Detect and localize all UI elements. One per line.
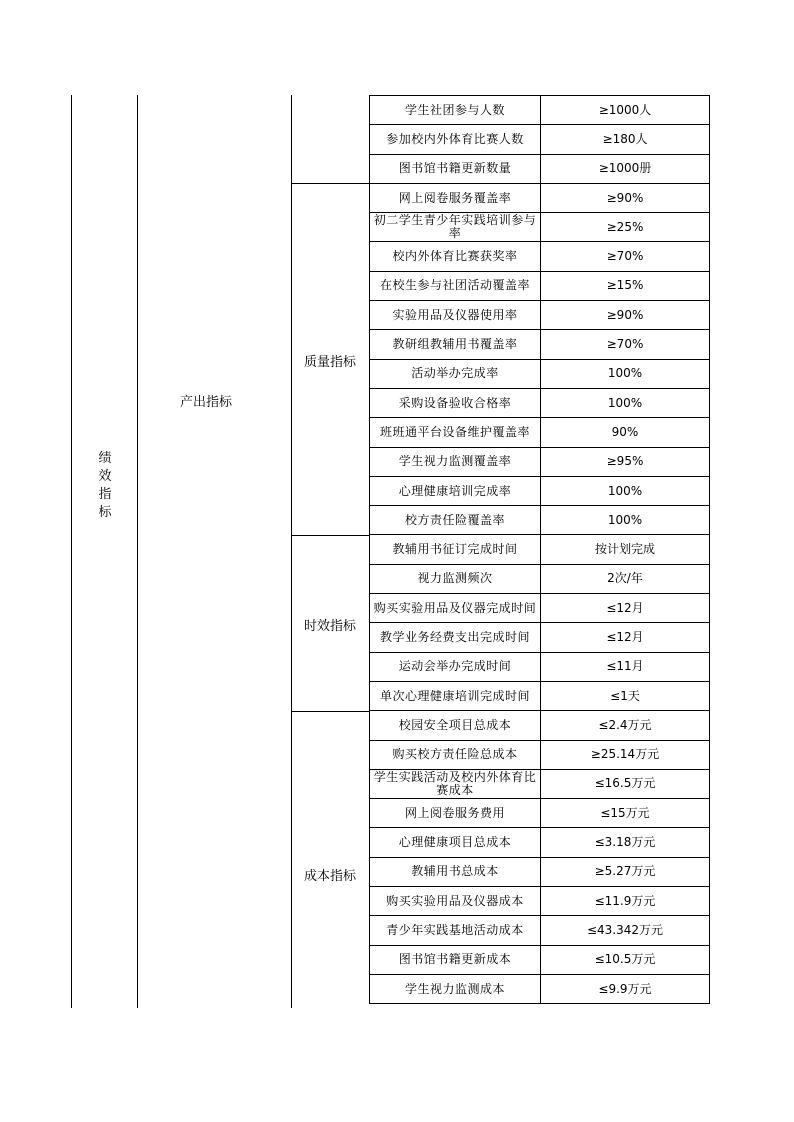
table-row [370, 769, 710, 798]
indicator-value: ≤11月 [541, 652, 710, 681]
table-row [370, 535, 710, 564]
indicator-name [370, 301, 541, 330]
indicator-value: 100% [541, 359, 710, 388]
indicator-value: ≥90% [541, 183, 710, 212]
frame-line-left [71, 95, 72, 1008]
indicator-value: ≤12月 [541, 594, 710, 623]
indicator-value: 100% [541, 388, 710, 417]
indicator-name-text: 学生社团参与人数 [404, 103, 505, 117]
table-row [370, 740, 710, 769]
table-row [370, 945, 710, 974]
indicator-name [370, 418, 541, 447]
indicator-name-text: 参加校内外体育比赛人数 [386, 132, 524, 146]
indicator-name-text: 网上阅卷服务覆盖率 [398, 191, 512, 205]
indicator-value: ≤2.4万元 [541, 711, 710, 740]
indicator-name-text: 图书馆书籍更新数量 [398, 162, 512, 176]
indicator-value: ≥1000人 [541, 96, 710, 125]
indicator-value: ≤16.5万元 [541, 769, 710, 798]
indicator-name [370, 125, 541, 154]
indicator-name-text: 购买实验用品及仪器成本 [386, 894, 524, 908]
level1-label [90, 450, 120, 522]
indicator-name-text: 青少年实践基地活动成本 [386, 923, 524, 937]
indicator-value: 2次/年 [541, 564, 710, 593]
table-row [370, 301, 710, 330]
category-cost-label: 成本指标 [303, 869, 356, 884]
indicator-name [370, 330, 541, 359]
indicator-name [370, 799, 541, 828]
indicator-name-text: 网上阅卷服务费用 [404, 806, 505, 820]
frame-line-mid [137, 95, 138, 1008]
indicator-value: ≥180人 [541, 125, 710, 154]
indicator-name-text: 教辅用书总成本 [411, 865, 499, 879]
indicator-name-text: 教学业务经费支出完成时间 [379, 630, 530, 644]
table-row [370, 594, 710, 623]
indicator-name-text: 心理健康项目总成本 [398, 836, 512, 850]
indicator-name-text: 购买实验用品及仪器完成时间 [373, 601, 537, 615]
indicator-value: 90% [541, 418, 710, 447]
table-row [370, 623, 710, 652]
indicator-name-text: 教辅用书征订完成时间 [392, 543, 518, 557]
indicator-name [370, 183, 541, 212]
indicator-name [370, 447, 541, 476]
table-row [370, 242, 710, 271]
table-row [370, 799, 710, 828]
table-row [370, 154, 710, 183]
category-divider-quality [291, 183, 369, 184]
indicator-value: ≤43.342万元 [541, 916, 710, 945]
category-divider-cost [291, 711, 369, 712]
indicator-name [370, 887, 541, 916]
indicator-name [370, 916, 541, 945]
table-row [370, 388, 710, 417]
indicator-table-body [370, 96, 710, 1004]
table-row [370, 652, 710, 681]
table-row [370, 447, 710, 476]
category-timeliness-label: 时效指标 [303, 619, 356, 634]
table-row [370, 271, 710, 300]
indicator-value: ≤9.9万元 [541, 974, 710, 1003]
indicator-name-text: 采购设备验收合格率 [398, 396, 512, 410]
indicator-name [370, 506, 541, 535]
indicator-name [370, 476, 541, 505]
indicator-value: ≤11.9万元 [541, 887, 710, 916]
indicator-name [370, 154, 541, 183]
indicator-name-text: 图书馆书籍更新成本 [398, 953, 512, 967]
indicator-value: ≥15% [541, 271, 710, 300]
indicator-name-text: 在校生参与社团活动覆盖率 [379, 279, 530, 293]
indicator-name [370, 740, 541, 769]
frame-line-category [291, 95, 292, 1008]
indicator-value: 100% [541, 476, 710, 505]
indicator-name-text: 购买校方责任险总成本 [392, 748, 518, 762]
table-row [370, 916, 710, 945]
table-row [370, 681, 710, 710]
level2-label: 产出指标 [180, 395, 233, 410]
indicator-value: ≤10.5万元 [541, 945, 710, 974]
category-quality-label: 质量指标 [303, 355, 356, 370]
table-row [370, 213, 710, 242]
indicator-name [370, 388, 541, 417]
indicator-name [370, 96, 541, 125]
indicator-name-text: 初二学生青少年实践培训参与率 [373, 214, 537, 241]
indicator-name [370, 359, 541, 388]
indicator-name [370, 623, 541, 652]
indicator-name-text: 学生视力监测成本 [404, 982, 505, 996]
indicator-name-text: 单次心理健康培训完成时间 [379, 689, 530, 703]
table-row [370, 96, 710, 125]
indicator-value: ≥25.14万元 [541, 740, 710, 769]
table-row [370, 857, 710, 886]
indicator-name [370, 213, 541, 242]
indicator-name [370, 828, 541, 857]
indicator-name-text: 校内外体育比赛获奖率 [392, 250, 518, 264]
indicator-name [370, 857, 541, 886]
indicator-name-text: 学生实践活动及校内外体育比赛成本 [373, 770, 537, 797]
indicator-name [370, 564, 541, 593]
table-row [370, 183, 710, 212]
indicator-value: ≥1000册 [541, 154, 710, 183]
table-row [370, 330, 710, 359]
table-row [370, 125, 710, 154]
indicator-name [370, 271, 541, 300]
indicator-name-text: 实验用品及仪器使用率 [392, 308, 518, 322]
indicator-name-text: 校方责任险覆盖率 [404, 513, 505, 527]
indicator-value: ≥5.27万元 [541, 857, 710, 886]
indicator-name-text: 视力监测频次 [417, 572, 493, 586]
indicator-value: ≥70% [541, 330, 710, 359]
indicator-value: ≤3.18万元 [541, 828, 710, 857]
indicator-value: ≥95% [541, 447, 710, 476]
indicator-name-text: 校园安全项目总成本 [398, 718, 512, 732]
indicator-value: ≤1天 [541, 681, 710, 710]
indicator-name [370, 945, 541, 974]
indicator-name [370, 711, 541, 740]
table-row [370, 506, 710, 535]
indicator-name-text: 教研组教辅用书覆盖率 [392, 338, 518, 352]
indicator-name [370, 242, 541, 271]
indicator-name [370, 681, 541, 710]
indicator-value: ≥70% [541, 242, 710, 271]
table-row [370, 828, 710, 857]
indicator-value: ≥25% [541, 213, 710, 242]
indicator-value: ≤15万元 [541, 799, 710, 828]
category-divider-timeliness [291, 535, 369, 536]
indicator-name [370, 535, 541, 564]
indicator-name-text: 班班通平台设备维护覆盖率 [379, 425, 530, 439]
indicator-name-text: 运动会举办完成时间 [398, 660, 512, 674]
indicator-name [370, 769, 541, 798]
indicator-name-text: 学生视力监测覆盖率 [398, 455, 512, 469]
indicator-value: 按计划完成 [541, 535, 710, 564]
indicator-table [369, 95, 710, 1004]
table-row [370, 564, 710, 593]
table-row [370, 974, 710, 1003]
indicator-name [370, 594, 541, 623]
table-row [370, 887, 710, 916]
indicator-value: 100% [541, 506, 710, 535]
indicator-name [370, 974, 541, 1003]
level1-label-text: 绩效指标 [98, 451, 112, 520]
indicator-name-text: 心理健康培训完成率 [398, 484, 512, 498]
table-row [370, 418, 710, 447]
indicator-value: ≤12月 [541, 623, 710, 652]
indicator-name [370, 652, 541, 681]
table-row [370, 476, 710, 505]
indicator-name-text: 活动举办完成率 [411, 367, 499, 381]
table-row [370, 359, 710, 388]
table-row [370, 711, 710, 740]
indicator-value: ≥90% [541, 301, 710, 330]
